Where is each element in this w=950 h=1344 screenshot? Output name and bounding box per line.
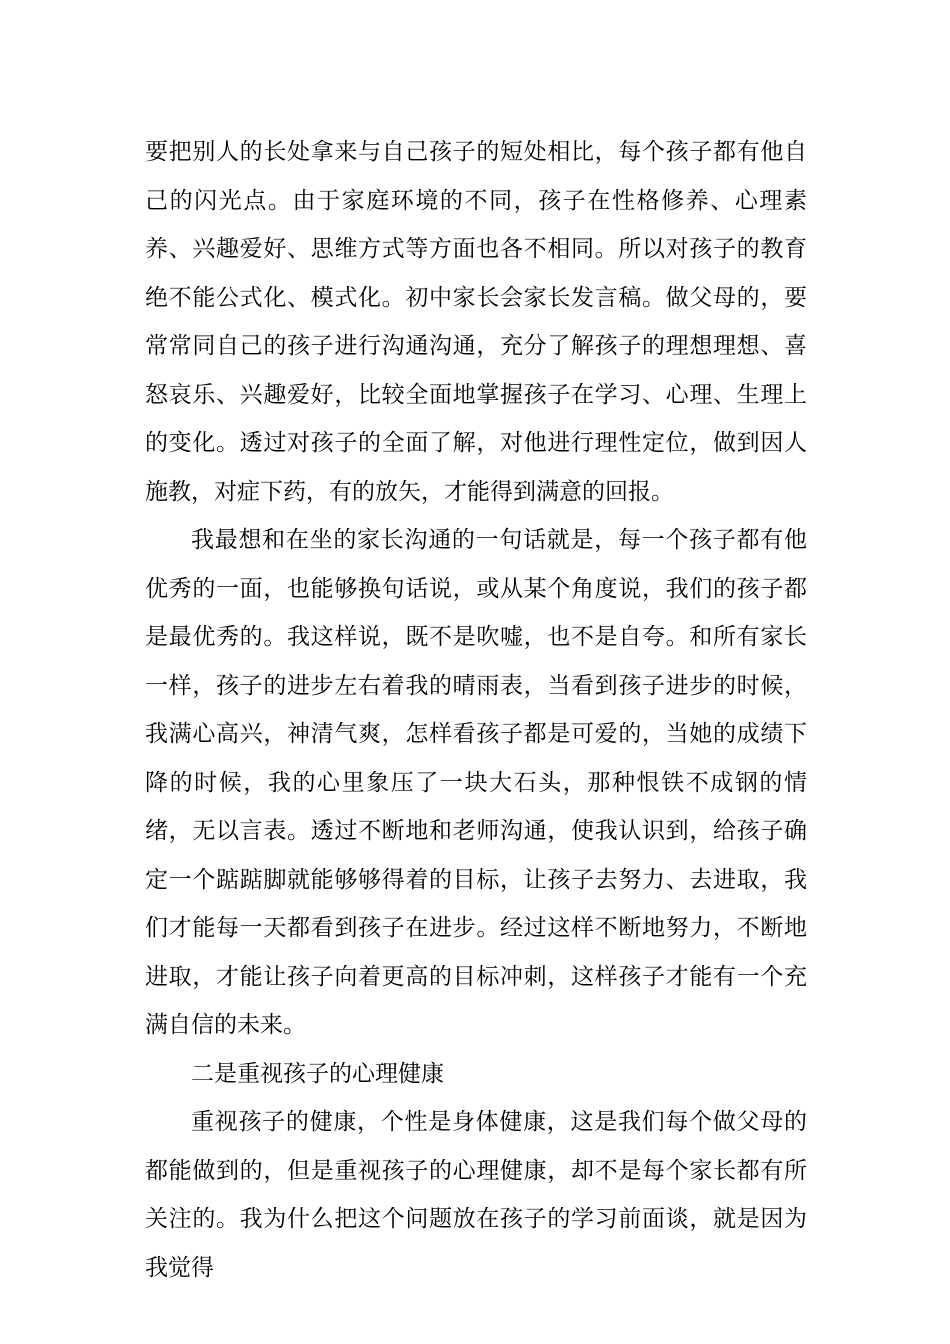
document-body xyxy=(145,128,807,1292)
paragraph-mental-health: 重视孩子的健康，个性是身体健康，这是我们每个做父母的都能做到的，但是重视孩子的心理健康，却不是每个家长都有所关注的。我为什么把这个问题放在孩子的学习前面谈，就是因为我觉得 xyxy=(145,1109,807,1281)
paragraph-parent-communication: 我最想和在坐的家长沟通的一句话就是，每一个孩子都有他优秀的一面，也能够换句话说，或从某个角度说，我们的孩子都是最优秀的。我这样说，既不是吹嘘，也不是自夸。和所有家长一样，孩子的进步左右着我的晴雨表，当看到孩子进步的时候，我满心高兴，神清气爽，怎样看孩子都是可爱的，当她的成绩下降的时候，我的心里象压了一块大石头，那种恨铁不成钢的情绪，无以言表。透过不断地和老师沟通，使我认识到，给孩子确定一个踮踮脚就能够够得着的目标，让孩子去努力、去进取，我们才能每一天都看到孩子在进步。经过这样不断地努力，不断地进取，才能让孩子向着更高的目标冲刺，这样孩子才能有一个充满自信的未来。 xyxy=(145,527,807,1038)
section-heading-mental-health: 二是重视孩子的心理健康 xyxy=(191,1060,444,1087)
paragraph-continuation: 要把别人的长处拿来与自己孩子的短处相比，每个孩子都有他自己的闪光点。由于家庭环境的不同，孩子在性格修养、心理素养、兴趣爱好、思维方式等方面也各不相同。所以对孩子的教育绝不能公式化、模式化。初中家长会家长发言稿。做父母的，要常常同自己的孩子进行沟通沟通，充分了解孩子的理想理想、喜怒哀乐、兴趣爱好，比较全面地掌握孩子在学习、心理、生理上的变化。透过对孩子的全面了解，对他进行理性定位，做到因人施教，对症下药，有的放矢，才能得到满意的回报。 xyxy=(145,139,807,505)
